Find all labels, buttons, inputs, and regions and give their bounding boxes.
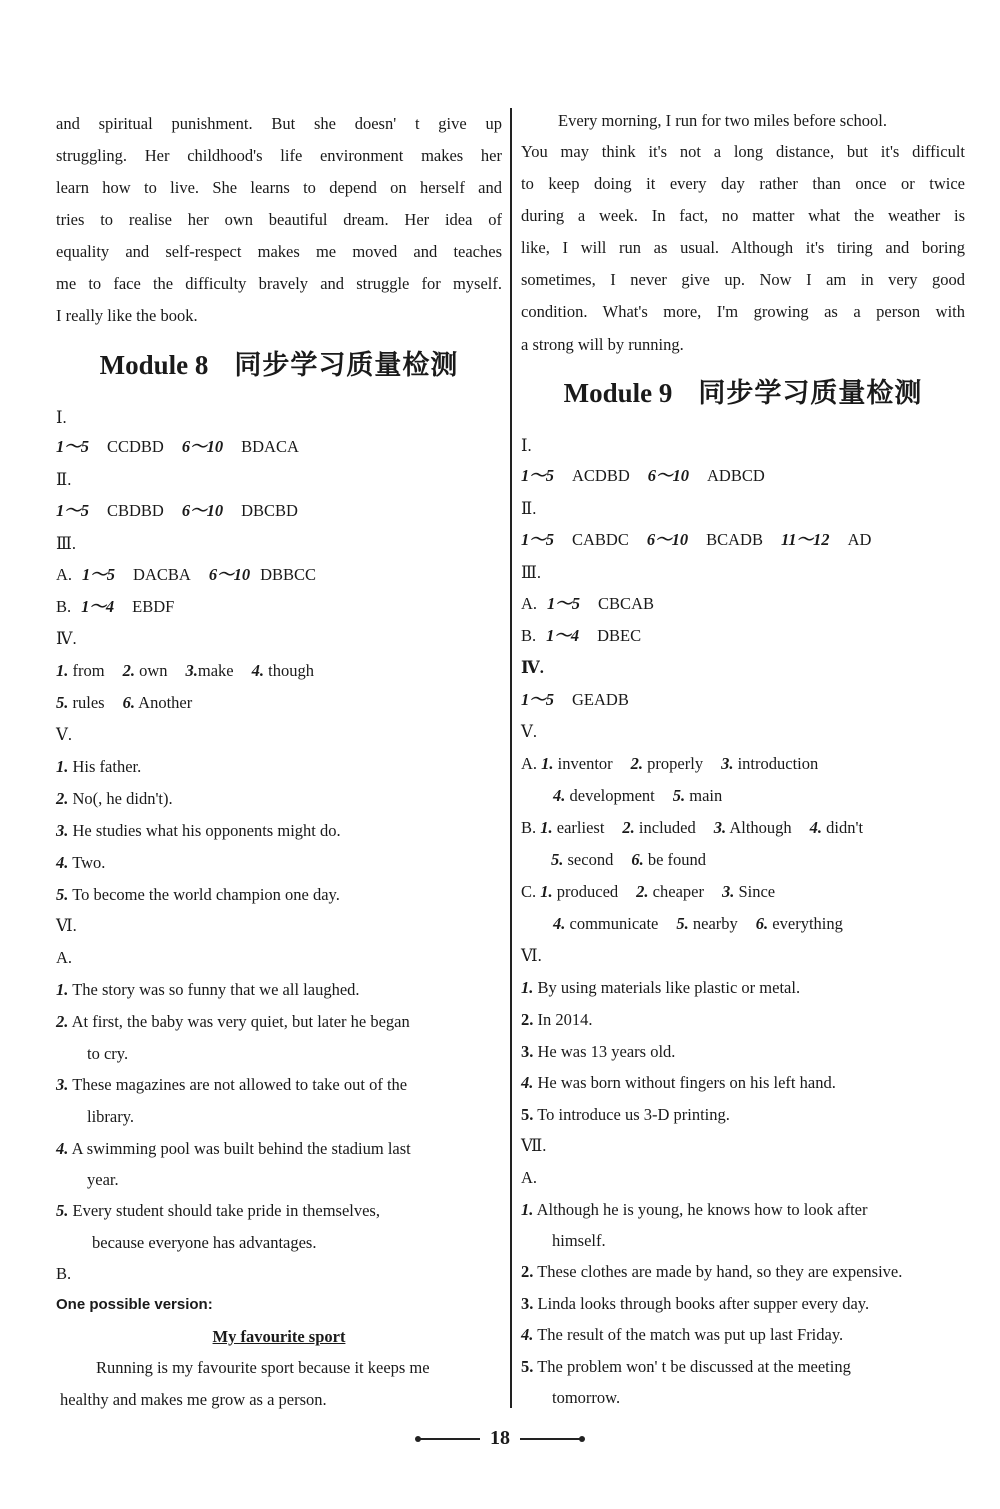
answer-row xyxy=(521,1294,965,1314)
item-number: 1. xyxy=(56,661,69,680)
item-number: 5. xyxy=(521,1105,534,1124)
item-number: 1. xyxy=(540,818,553,837)
answer-text: To become the world champion one day. xyxy=(72,885,340,904)
answer-text: properly xyxy=(647,754,704,773)
answer-text: DBEC xyxy=(597,626,642,645)
item-number: 3. xyxy=(521,1294,534,1313)
section-label: Ⅵ. xyxy=(56,916,77,935)
answer-row xyxy=(521,626,965,646)
answer-text: produced xyxy=(556,882,619,901)
section-label: Ⅱ. xyxy=(56,470,72,489)
answer-row xyxy=(553,786,965,806)
answer-row xyxy=(56,437,502,457)
answer-row xyxy=(521,1357,965,1377)
range-label: 1～5 xyxy=(82,565,116,584)
answer-row xyxy=(56,757,502,777)
answer-text: CCDBD xyxy=(107,437,164,456)
range-label: 1～5 xyxy=(56,437,89,456)
version-label: One possible version: xyxy=(56,1296,213,1313)
item-number: 5. xyxy=(676,914,689,933)
answer-row xyxy=(551,850,965,870)
answer-text: A swimming pool was built behind the stadium last xyxy=(71,1139,411,1158)
answer-text: He was 13 years old. xyxy=(537,1042,676,1061)
answer-continuation: because everyone has advantages. xyxy=(92,1233,317,1252)
section-label: Ⅳ. xyxy=(56,629,77,648)
range-label: 1～4 xyxy=(81,597,115,616)
section-label: Ⅳ. xyxy=(521,658,544,677)
part-label: B. xyxy=(56,597,72,616)
range-label: 1～5 xyxy=(547,594,581,613)
item-number: 3. xyxy=(185,661,198,680)
essay-line: tries to realise her own beautiful dream. Her idea of xyxy=(56,210,502,229)
item-number: 1. xyxy=(56,757,69,776)
answer-row xyxy=(521,1200,965,1220)
item-number: 6. xyxy=(631,850,644,869)
answer-row xyxy=(521,1325,965,1345)
answer-continuation: himself. xyxy=(552,1231,606,1250)
section-label: Ⅴ. xyxy=(521,722,538,741)
answer-text: ACDBD xyxy=(572,466,630,485)
essay-title-text: My favourite sport xyxy=(212,1327,346,1346)
answer-row xyxy=(56,1012,502,1032)
range-label: 6～10 xyxy=(208,565,251,584)
range-label: 6～10 xyxy=(647,466,690,485)
essay-line: Running is my favourite sport because it keeps me xyxy=(96,1358,430,1377)
answer-text: Although he is young, he knows how to look after xyxy=(536,1200,868,1219)
answer-row xyxy=(56,853,502,873)
answer-text: In 2014. xyxy=(537,1010,593,1029)
item-number: 6. xyxy=(755,914,769,933)
answer-row xyxy=(521,1010,965,1030)
item-number: 3. xyxy=(56,821,69,840)
answer-text: These clothes are made by hand, so they are expensive. xyxy=(537,1262,903,1281)
answer-row xyxy=(521,978,965,998)
module-subtitle: 同步学习质量检测 xyxy=(698,378,923,409)
answer-text: didn't xyxy=(826,818,864,837)
section-label: Ⅲ. xyxy=(56,534,77,553)
answer-row xyxy=(521,1042,965,1062)
answer-row xyxy=(521,1073,965,1093)
item-number: 5. xyxy=(56,693,69,712)
essay-line: a strong will by running. xyxy=(521,335,684,354)
answer-text: cheaper xyxy=(652,882,704,901)
answer-text: CABDC xyxy=(572,530,629,549)
item-number: 1. xyxy=(521,1200,534,1219)
essay-line: during a week. In fact, no matter what the weather is xyxy=(521,206,965,225)
range-label: 1～5 xyxy=(521,466,554,485)
item-number: 5. xyxy=(56,885,69,904)
section-label: Ⅵ. xyxy=(521,946,542,965)
answer-text: introduction xyxy=(737,754,819,773)
part-label: A. xyxy=(521,594,538,613)
answer-text: To introduce us 3-D printing. xyxy=(537,1105,730,1124)
item-number: 4. xyxy=(521,1073,534,1092)
answer-text: Every student should take pride in themselves, xyxy=(72,1201,380,1220)
answer-text: By using materials like plastic or metal. xyxy=(537,978,801,997)
answer-text: earliest xyxy=(556,818,605,837)
essay-line: healthy and makes me grow as a person. xyxy=(60,1390,327,1409)
answer-text: Since xyxy=(738,882,776,901)
item-number: 4. xyxy=(553,786,566,805)
answer-row xyxy=(521,530,965,550)
answer-row xyxy=(521,594,965,614)
answer-row xyxy=(56,885,502,905)
range-label: 1～5 xyxy=(521,530,554,549)
item-number: 4. xyxy=(521,1325,534,1344)
answer-text: The problem won' t be discussed at the meeting xyxy=(537,1357,851,1376)
range-label: 1～5 xyxy=(521,690,554,709)
answer-text: DBBCC xyxy=(260,565,316,584)
answer-row xyxy=(56,1201,502,1221)
item-number: 2. xyxy=(636,882,649,901)
answer-row xyxy=(553,914,965,934)
answer-text: Two. xyxy=(72,853,106,872)
answer-row xyxy=(521,1105,965,1125)
answer-text: AD xyxy=(847,530,872,549)
answer-text: ADBCD xyxy=(707,466,765,485)
essay-line: You may think it's not a long distance, but it's difficult xyxy=(521,142,965,161)
ornament-right xyxy=(520,1438,582,1440)
section-label: Ⅱ. xyxy=(521,499,537,518)
item-number: 4. xyxy=(809,818,823,837)
item-number: 4. xyxy=(56,1139,69,1158)
answer-text: make xyxy=(197,661,234,680)
item-number: 4. xyxy=(56,853,69,872)
answer-row xyxy=(56,501,502,521)
answer-text: be found xyxy=(647,850,707,869)
essay-line: Every morning, I run for two miles before school. xyxy=(558,111,888,130)
answer-text: main xyxy=(689,786,723,805)
answer-text: second xyxy=(567,850,614,869)
essay-line: I really like the book. xyxy=(56,306,198,325)
item-number: 3. xyxy=(713,818,727,837)
item-number: 2. xyxy=(521,1262,534,1281)
answer-row xyxy=(56,1075,502,1095)
item-number: 5. xyxy=(521,1357,534,1376)
answer-continuation: to cry. xyxy=(87,1044,129,1063)
answer-text: from xyxy=(72,661,105,680)
section-label: Ⅰ. xyxy=(56,408,67,427)
part-label: A. xyxy=(56,565,73,584)
answer-text: He was born without fingers on his left hand. xyxy=(537,1073,836,1092)
answer-row xyxy=(56,1139,502,1159)
section-label: Ⅰ. xyxy=(521,436,532,455)
answer-text: rules xyxy=(72,693,105,712)
page-number xyxy=(0,1426,1000,1450)
essay-line: equality and self-respect makes me moved and teaches xyxy=(56,242,502,261)
essay-line: to keep doing it every day rather than once or twice xyxy=(521,174,965,193)
part-label: C. xyxy=(521,882,537,901)
answer-text: CBDBD xyxy=(107,501,164,520)
item-number: 2. xyxy=(56,1012,69,1031)
answer-text: Another xyxy=(138,693,193,712)
answer-text: included xyxy=(638,818,696,837)
answer-text: communicate xyxy=(569,914,659,933)
item-number: 5. xyxy=(672,786,686,805)
page-number-text: 18 xyxy=(490,1427,510,1449)
answer-text: nearby xyxy=(692,914,738,933)
range-label: 6～10 xyxy=(181,437,224,456)
answer-row xyxy=(56,565,502,585)
column-divider xyxy=(510,108,512,1408)
answer-text: His father. xyxy=(72,757,142,776)
item-number: 1. xyxy=(541,754,554,773)
answer-text: BCADB xyxy=(706,530,763,549)
module-title: Module 9 xyxy=(563,378,673,408)
answer-text: CBCAB xyxy=(598,594,654,613)
part-label: A. xyxy=(56,948,73,967)
answer-text: DBCBD xyxy=(241,501,298,520)
answer-row xyxy=(521,818,965,838)
answer-row xyxy=(521,754,965,774)
range-label: 11～12 xyxy=(780,530,830,549)
item-number: 2. xyxy=(622,818,635,837)
answer-text: EBDF xyxy=(132,597,175,616)
essay-line: like, I will run as usual. Although it's tiring and boring xyxy=(521,238,965,257)
item-number: 3. xyxy=(721,754,734,773)
answer-text: though xyxy=(268,661,314,680)
answer-text: everything xyxy=(772,914,843,933)
item-number: 6. xyxy=(122,693,135,712)
answer-row xyxy=(56,661,502,681)
answer-row xyxy=(56,789,502,809)
section-label: Ⅶ. xyxy=(521,1136,547,1155)
answer-text: inventor xyxy=(557,754,613,773)
answer-text: No(, he didn't). xyxy=(72,789,173,808)
answer-continuation: library. xyxy=(87,1107,135,1126)
item-number: 3. xyxy=(721,882,735,901)
item-number: 1. xyxy=(56,980,69,999)
answer-text: He studies what his opponents might do. xyxy=(72,821,341,840)
answer-row xyxy=(521,1262,965,1282)
answer-continuation: tomorrow. xyxy=(552,1388,621,1407)
ornament-left xyxy=(418,1438,480,1440)
answer-row xyxy=(521,466,965,486)
item-number: 3. xyxy=(56,1075,69,1094)
section-label: Ⅲ. xyxy=(521,563,542,582)
answer-row xyxy=(56,693,502,713)
item-number: 2. xyxy=(56,789,69,808)
item-number: 1. xyxy=(521,978,534,997)
section-label: Ⅴ. xyxy=(56,725,73,744)
range-label: 6～10 xyxy=(181,501,224,520)
module-heading xyxy=(56,348,502,383)
range-label: 6～10 xyxy=(646,530,689,549)
answer-row xyxy=(56,597,502,617)
answer-row xyxy=(56,980,502,1000)
answer-text: Linda looks through books after supper every day. xyxy=(537,1294,870,1313)
answer-continuation: year. xyxy=(87,1170,119,1189)
module-subtitle: 同步学习质量检测 xyxy=(234,350,459,381)
answer-text: development xyxy=(569,786,655,805)
answer-row xyxy=(56,821,502,841)
essay-line: sometimes, I never give up. Now I am in very good xyxy=(521,270,965,289)
part-label: A. xyxy=(521,1168,538,1187)
answer-text: The story was so funny that we all laughed. xyxy=(72,980,360,999)
part-label: B. xyxy=(521,626,537,645)
essay-line: me to face the difficulty bravely and struggle for myself. xyxy=(56,274,502,293)
essay-line: struggling. Her childhood's life environment makes her xyxy=(56,146,502,165)
item-number: 4. xyxy=(251,661,264,680)
item-number: 1. xyxy=(540,882,553,901)
essay-line: learn how to live. She learns to depend on herself and xyxy=(56,178,502,197)
answer-row xyxy=(521,882,965,902)
answer-text: The result of the match was put up last Friday. xyxy=(537,1325,844,1344)
answer-text: GEADB xyxy=(572,690,629,709)
essay-line: condition. What's more, I'm growing as a person with xyxy=(521,302,965,321)
range-label: 1～5 xyxy=(56,501,89,520)
essay-title xyxy=(56,1327,502,1347)
item-number: 2. xyxy=(122,661,135,680)
answer-text: DACBA xyxy=(133,565,191,584)
answer-text: BDACA xyxy=(241,437,299,456)
answer-text: These magazines are not allowed to take out of the xyxy=(72,1075,408,1094)
range-label: 1～4 xyxy=(546,626,580,645)
part-label: B. xyxy=(521,818,537,837)
item-number: 2. xyxy=(630,754,644,773)
module-heading xyxy=(521,376,965,411)
item-number: 2. xyxy=(521,1010,534,1029)
answer-text: At first, the baby was very quiet, but later he began xyxy=(71,1012,410,1031)
part-label: A. xyxy=(521,754,538,773)
answer-text: Although xyxy=(729,818,792,837)
item-number: 3. xyxy=(521,1042,534,1061)
item-number: 5. xyxy=(551,850,564,869)
answer-text: own xyxy=(139,661,168,680)
item-number: 5. xyxy=(56,1201,69,1220)
item-number: 4. xyxy=(553,914,566,933)
answer-row xyxy=(521,690,965,710)
module-title: Module 8 xyxy=(99,350,209,380)
essay-line: and spiritual punishment. But she doesn' t give up xyxy=(56,114,502,133)
part-label: B. xyxy=(56,1264,72,1283)
